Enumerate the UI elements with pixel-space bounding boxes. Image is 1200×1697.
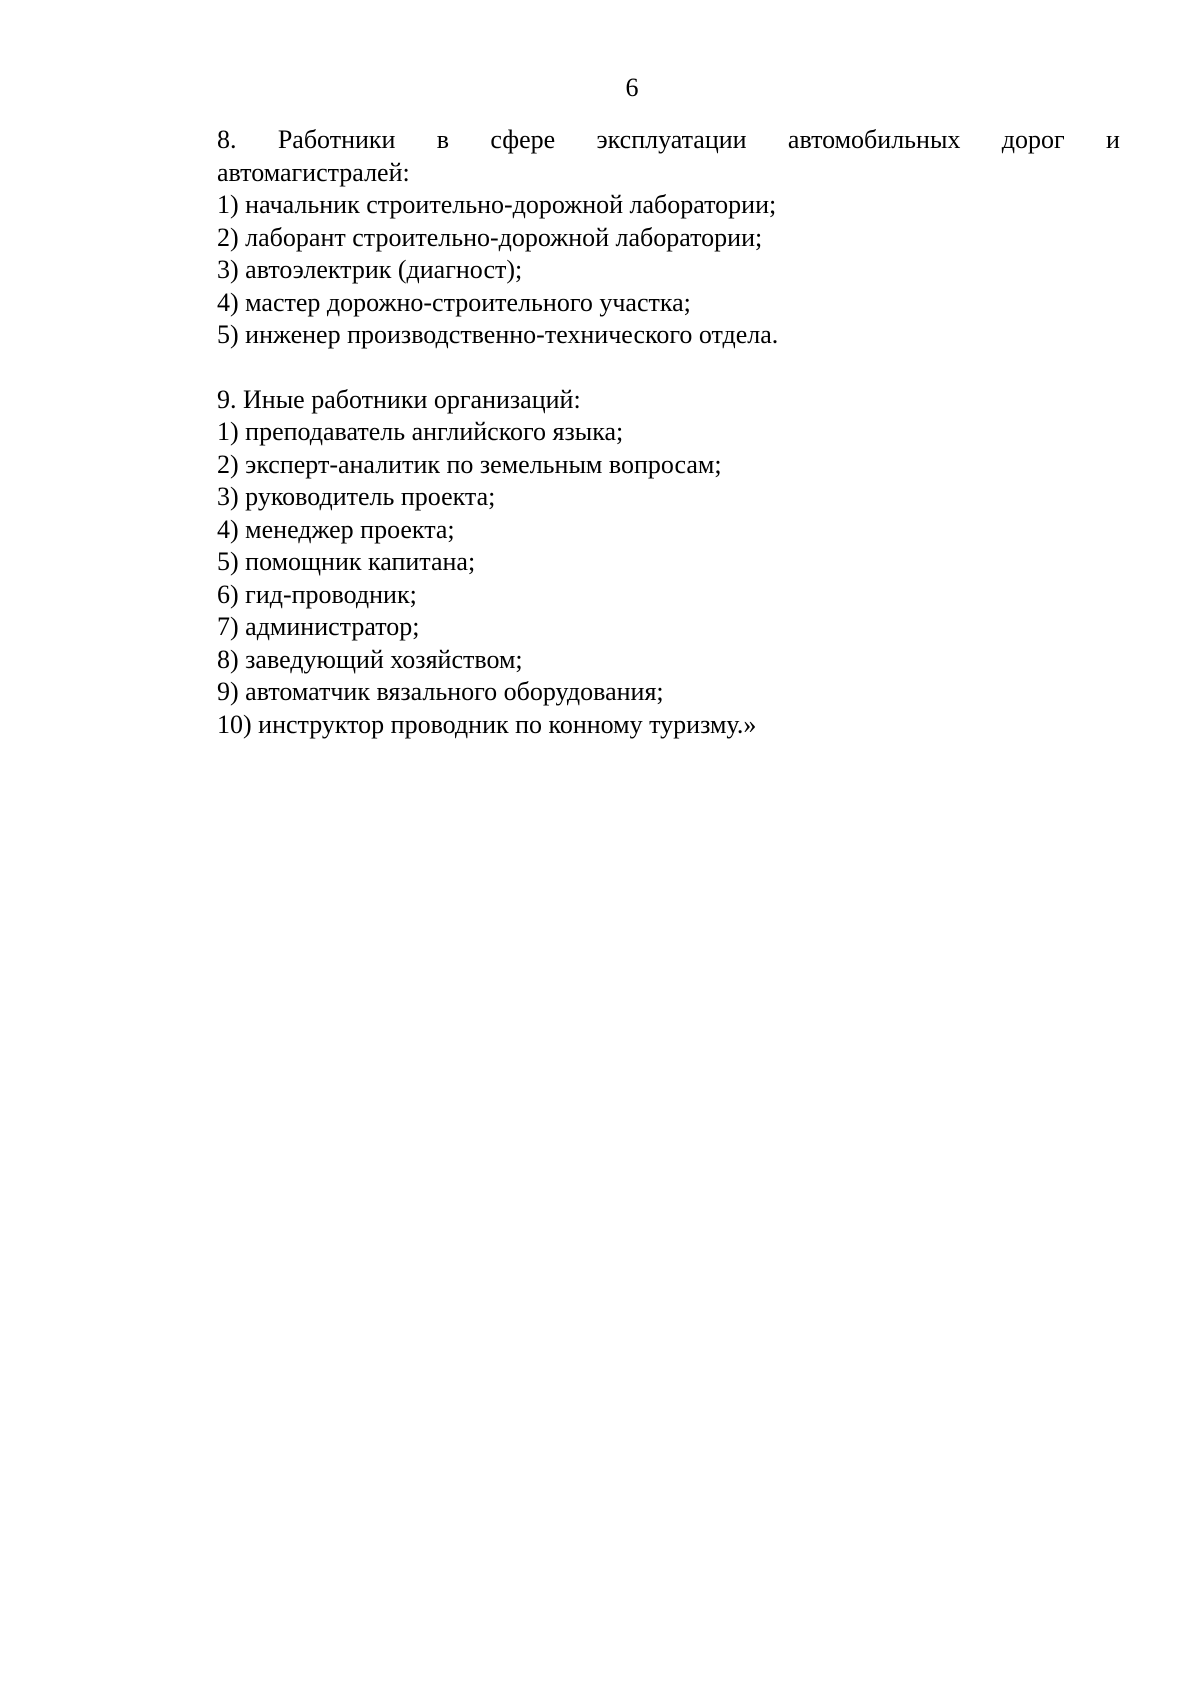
list-item: 5) инженер производственно-технического отдела. xyxy=(217,320,779,349)
list-item: 6) гид-проводник; xyxy=(217,579,417,609)
list-item: 2) лаборант строительно-дорожной лаборатории; xyxy=(217,222,763,252)
list-item: 4) менеджер проекта; xyxy=(217,514,455,544)
section-8-heading-word: сфере xyxy=(490,125,556,154)
document-body xyxy=(217,124,1120,741)
page-number: 6 xyxy=(625,73,639,102)
section-8-heading xyxy=(217,124,1120,157)
list-item: 1) преподаватель английского языка; xyxy=(217,417,624,446)
section-8-heading-word: 8. xyxy=(217,125,237,154)
section-9 xyxy=(217,384,1120,742)
section-8-heading-word: эксплуатации xyxy=(596,125,747,154)
list-item: 3) руководитель проекта; xyxy=(217,482,496,511)
section-8-heading-word: автомобильных xyxy=(787,125,961,154)
list-item: 4) мастер дорожно-строительного участка; xyxy=(217,287,691,317)
section-8-heading-word: Работники xyxy=(277,125,396,154)
list-item: 10) инструктор проводник по конному туризму.» xyxy=(217,709,757,739)
list-item: 7) администратор; xyxy=(217,612,420,641)
list-item: 5) помощник капитана; xyxy=(217,547,476,576)
section-8-heading-continuation: автомагистралей: xyxy=(217,157,410,187)
section-9-list xyxy=(217,416,1120,741)
section-8-heading-word: дорог xyxy=(1001,125,1065,154)
section-8 xyxy=(217,124,1120,352)
list-item: 3) автоэлектрик (диагност); xyxy=(217,255,523,284)
list-item: 1) начальник строительно-дорожной лаборатории; xyxy=(217,190,777,219)
list-item: 2) эксперт-аналитик по земельным вопросам; xyxy=(217,449,722,479)
section-9-heading: 9. Иные работники организаций: xyxy=(217,384,581,414)
list-item: 9) автоматчик вязального оборудования; xyxy=(217,677,664,706)
section-8-list xyxy=(217,189,1120,352)
section-8-heading-word: в xyxy=(436,125,450,154)
list-item: 8) заведующий хозяйством; xyxy=(217,644,523,674)
section-8-heading-word: и xyxy=(1105,125,1120,154)
